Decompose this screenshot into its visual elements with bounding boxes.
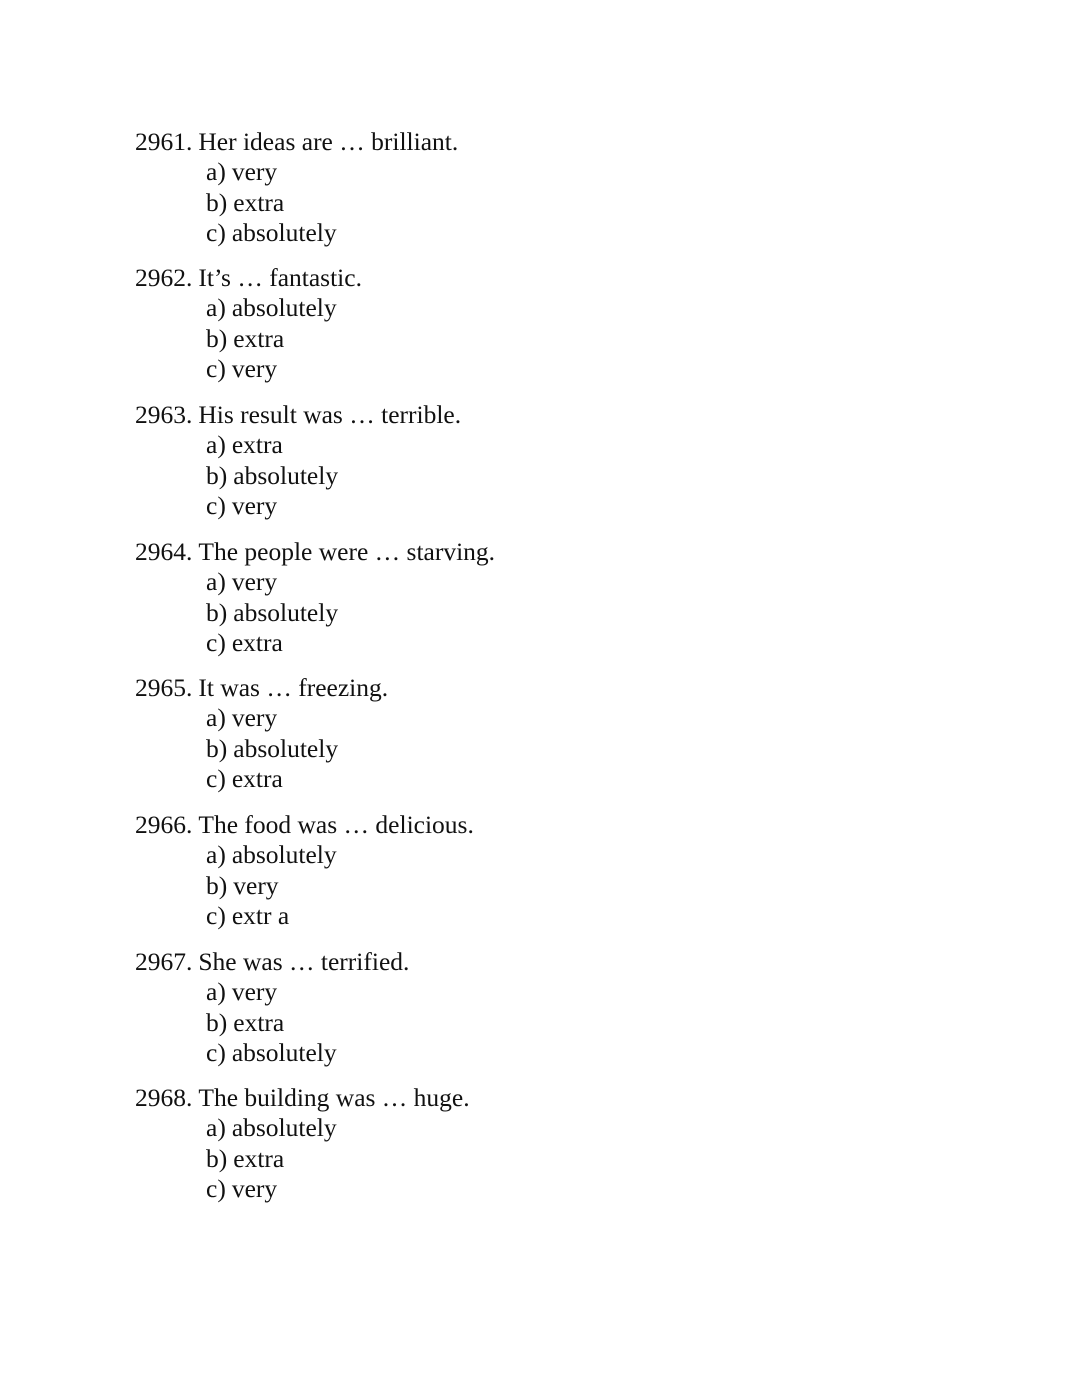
question-stem: [135, 947, 409, 977]
option-c: [206, 764, 283, 794]
question-stem: [135, 400, 461, 430]
option-letter: c): [206, 764, 226, 793]
question-2965: [0, 673, 1080, 809]
option-text: extra: [233, 187, 285, 217]
option-letter: b): [206, 187, 228, 217]
question-text: It was … freezing.: [198, 673, 389, 702]
question-number: 2966.: [135, 810, 193, 839]
option-text: extra: [231, 430, 283, 459]
option-text: very: [231, 567, 278, 596]
option-b: [206, 188, 284, 218]
option-letter: a): [206, 567, 226, 596]
option-text: extr a: [231, 901, 290, 930]
option-letter: b): [206, 597, 228, 627]
option-letter: a): [206, 840, 226, 869]
question-2967: [0, 947, 1080, 1083]
option-letter: a): [206, 293, 226, 322]
question-stem: [135, 1083, 470, 1113]
question-text: The food was … delicious.: [198, 810, 474, 839]
option-text: extra: [233, 323, 285, 353]
question-number: 2967.: [135, 947, 193, 976]
option-letter: a): [206, 157, 226, 186]
option-b: [206, 1144, 284, 1174]
option-text: absolutely: [233, 597, 339, 627]
question-text: The people were … starving.: [198, 537, 496, 566]
question-text: The building was … huge.: [198, 1083, 470, 1112]
option-letter: b): [206, 870, 228, 900]
question-2966: [0, 810, 1080, 946]
option-a: [206, 703, 277, 733]
option-text: very: [231, 491, 278, 520]
question-text: She was … terrified.: [198, 947, 410, 976]
option-letter: c): [206, 1038, 226, 1067]
question-number: 2961.: [135, 127, 193, 156]
option-text: absolutely: [231, 840, 337, 869]
option-letter: b): [206, 1007, 228, 1037]
option-a: [206, 293, 337, 323]
option-letter: c): [206, 218, 226, 247]
option-a: [206, 977, 277, 1007]
option-a: [206, 430, 283, 460]
option-letter: a): [206, 1113, 226, 1142]
option-a: [206, 1113, 337, 1143]
option-letter: c): [206, 1174, 226, 1203]
question-stem: [135, 263, 362, 293]
option-c: [206, 901, 289, 931]
option-text: extra: [231, 764, 283, 793]
option-a: [206, 840, 337, 870]
option-c: [206, 354, 277, 384]
option-letter: c): [206, 628, 226, 657]
option-b: [206, 1008, 284, 1038]
question-number: 2964.: [135, 537, 193, 566]
question-number: 2965.: [135, 673, 193, 702]
option-b: [206, 324, 284, 354]
option-text: very: [231, 703, 278, 732]
option-text: absolutely: [231, 293, 337, 322]
question-stem: [135, 537, 495, 567]
option-letter: b): [206, 733, 228, 763]
option-text: absolutely: [231, 218, 337, 247]
option-text: extra: [233, 1007, 285, 1037]
option-b: [206, 871, 279, 901]
option-text: extra: [233, 1143, 285, 1173]
option-c: [206, 1174, 277, 1204]
option-b: [206, 734, 338, 764]
option-letter: a): [206, 977, 226, 1006]
question-text: His result was … terrible.: [198, 400, 462, 429]
question-2964: [0, 537, 1080, 673]
question-2963: [0, 400, 1080, 536]
option-letter: b): [206, 460, 228, 490]
question-stem: [135, 810, 474, 840]
option-letter: a): [206, 430, 226, 459]
option-letter: c): [206, 354, 226, 383]
option-letter: b): [206, 1143, 228, 1173]
question-number: 2962.: [135, 263, 193, 292]
option-text: absolutely: [233, 460, 339, 490]
question-2961: [0, 127, 1080, 263]
question-text: Her ideas are … brilliant.: [198, 127, 459, 156]
option-c: [206, 1038, 337, 1068]
option-text: absolutely: [231, 1038, 337, 1067]
option-letter: c): [206, 901, 226, 930]
option-text: very: [231, 1174, 278, 1203]
option-a: [206, 157, 277, 187]
option-letter: c): [206, 491, 226, 520]
question-stem: [135, 127, 458, 157]
question-number: 2968.: [135, 1083, 193, 1112]
option-b: [206, 461, 338, 491]
option-b: [206, 598, 338, 628]
option-text: very: [231, 157, 278, 186]
question-text: It’s … fantastic.: [198, 263, 362, 292]
question-number: 2963.: [135, 400, 193, 429]
option-a: [206, 567, 277, 597]
option-letter: a): [206, 703, 226, 732]
question-stem: [135, 673, 388, 703]
question-2968: [0, 1083, 1080, 1219]
question-2962: [0, 263, 1080, 399]
option-c: [206, 628, 283, 658]
option-c: [206, 491, 277, 521]
option-letter: b): [206, 323, 228, 353]
option-c: [206, 218, 337, 248]
option-text: very: [233, 870, 279, 900]
option-text: very: [231, 977, 278, 1006]
option-text: absolutely: [231, 1113, 337, 1142]
option-text: very: [231, 354, 278, 383]
option-text: absolutely: [233, 733, 339, 763]
option-text: extra: [231, 628, 283, 657]
